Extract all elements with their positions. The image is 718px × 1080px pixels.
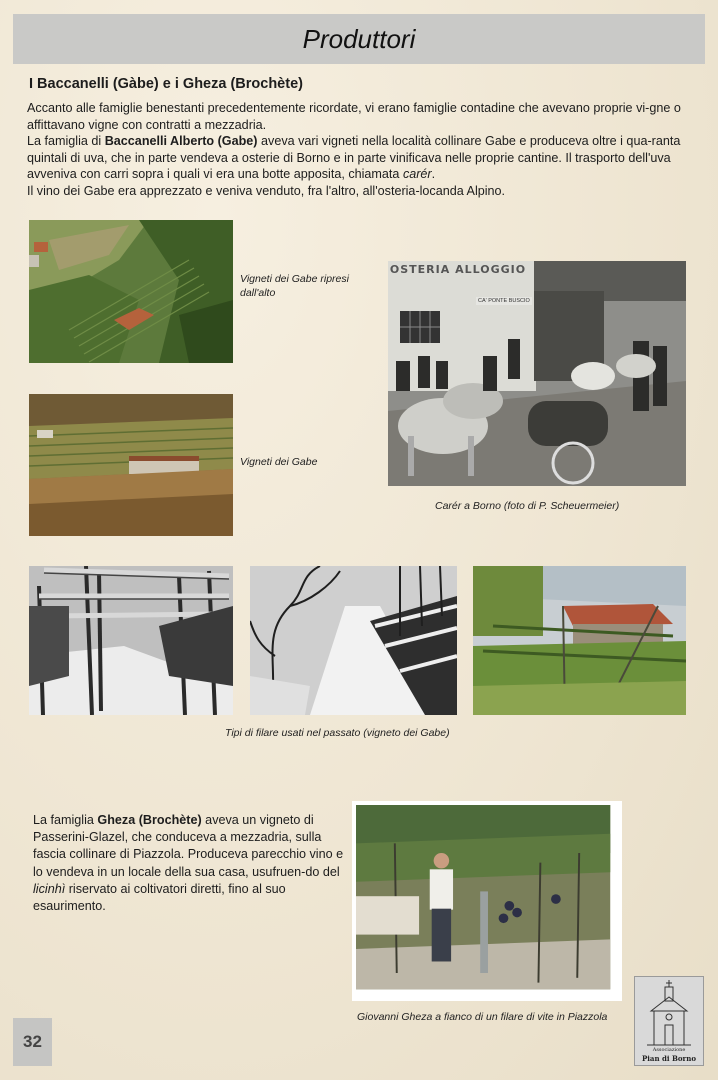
intro-text bbox=[27, 100, 687, 200]
gheza-text: La famiglia Gheza (Brochète) aveva un vigneto di Passerini-Glazel, che conduceva a mezzadria, sulla fascia collinare di Piazzola. Produceva parecchio vino e lo vendeva in un locale della sua casa, usufruen-do del licinhì riservato ai coltivatori diretti, fino al suo esaurimento. bbox=[33, 813, 344, 914]
aerial-vineyard-photo bbox=[29, 220, 233, 363]
page-number: 32 bbox=[13, 1018, 52, 1066]
carts-photo-sign-small: CA' PONTE BUSCIO bbox=[478, 298, 530, 304]
aerial-caption: Vigneti dei Gabe ripresi dall'alto bbox=[240, 273, 349, 299]
page-title: Produttori bbox=[302, 23, 416, 54]
carts-photo-sign: OSTERIA ALLOGGIO bbox=[389, 263, 527, 276]
gheza-caption: Giovanni Gheza a fianco di un filare di vite in Piazzola bbox=[357, 1011, 608, 1023]
licinhi-term: licinhì bbox=[33, 881, 66, 896]
logo-line-1: Associazione bbox=[652, 1047, 686, 1053]
intro-paragraph-1: Accanto alle famiglie benestanti precedentemente ricordate, vi erano famiglie contadine che avevano proprie vi-gne o affittavano vigne con contratti a mezzadria. bbox=[27, 101, 681, 132]
logo-line-2: Pian di Borno bbox=[641, 1054, 696, 1063]
intro-paragraph-3: Il vino dei Gabe era apprezzato e veniva venduto, fra l'altro, all'osteria-locanda Alpino. bbox=[27, 183, 506, 198]
snowy-rows-photo-1 bbox=[29, 566, 233, 715]
gheza-portrait-photo bbox=[352, 801, 622, 1001]
gheza-name: Gheza (Brochète) bbox=[97, 813, 202, 827]
rows-caption: Tipi di filare usati nel passato (vigneto dei Gabe) bbox=[225, 727, 450, 739]
carts-historical-photo bbox=[388, 261, 686, 486]
snowy-rows-photo-2 bbox=[250, 566, 457, 715]
section-subtitle: I Baccanelli (Gàbe) e i Gheza (Brochète) bbox=[29, 76, 303, 92]
association-logo bbox=[634, 976, 704, 1066]
title-banner bbox=[13, 14, 705, 64]
terraced-vineyard-photo bbox=[29, 394, 233, 536]
baccanelli-name: Baccanelli Alberto (Gabe) bbox=[104, 134, 258, 149]
intro-paragraph-2: La famiglia di Baccanelli Alberto (Gabe) aveva vari vigneti nella località collinare Gabe e produceva oltre i qua-ranta quintali di uva, che in parte vendeva a osterie di Borno e in parte vinificava nelle proprie cantine. Il trasporto dell'uva avveniva con carri sopra i quali vi era una botte apposita, chiamata carér. bbox=[27, 134, 681, 182]
carts-caption: Carér a Borno (foto di P. Scheuermeier) bbox=[435, 500, 620, 512]
carer-term: carér bbox=[402, 167, 432, 182]
terraces-caption: Vigneti dei Gabe bbox=[240, 456, 318, 468]
vineyard-houses-photo bbox=[473, 566, 686, 715]
